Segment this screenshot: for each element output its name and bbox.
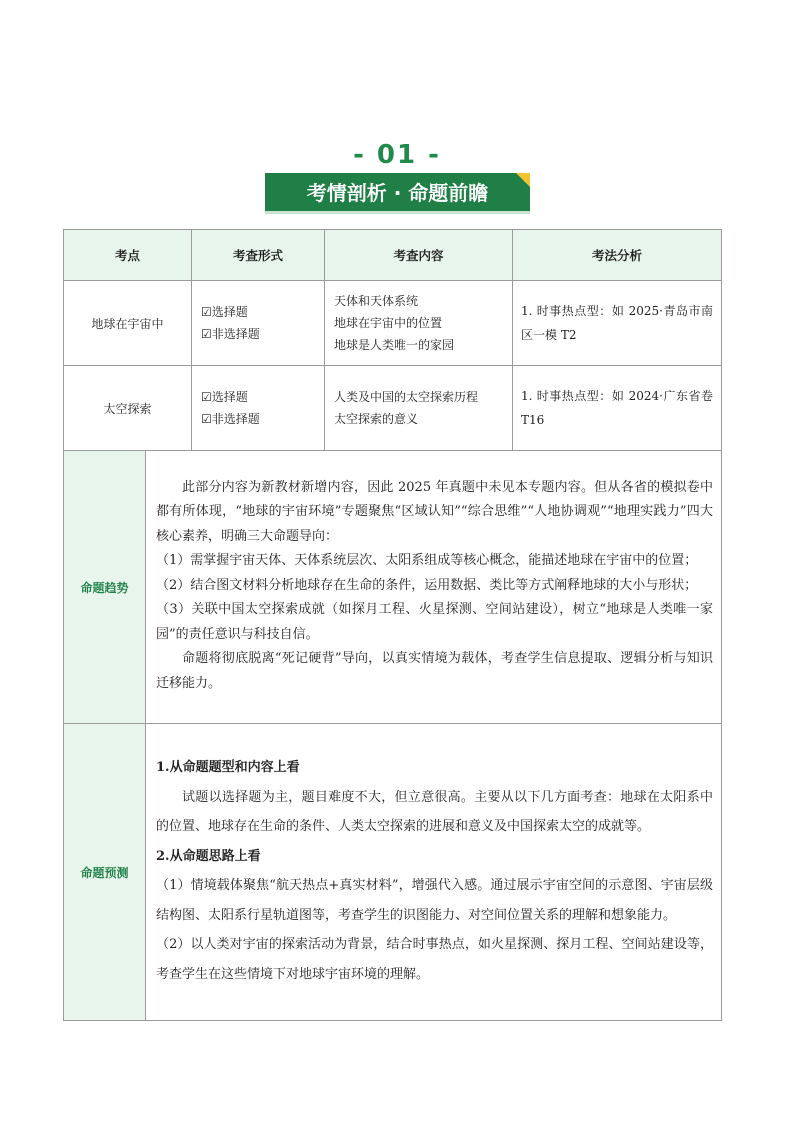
trend-paragraph: （1）需掌握宇宙天体、天体系统层次、太阳系组成等核心概念，能描述地球在宇宙中的位置； xyxy=(156,553,698,569)
table-row xyxy=(64,366,722,451)
header-form: 考查形式 xyxy=(192,230,325,281)
prediction-paragraph: （1）情境载体聚焦“航天热点+真实材料”，增强代入感。通过展示宇宙空间的示意图、宇宙层级结构图、太阳系行星轨道图等，考查学生的识图能力、对空间位置关系的理解和想象能力。 xyxy=(156,878,714,923)
trend-label: 命题趋势 xyxy=(64,451,146,724)
trend-body xyxy=(146,451,722,724)
content-item: 地球在宇宙中的位置 xyxy=(334,316,443,330)
banner-corner-decoration xyxy=(516,173,530,187)
form-item: ☑选择题 xyxy=(201,390,248,404)
analysis-cell: 1. 时事热点型：如 2025·青岛市南区一模 T2 xyxy=(513,281,722,366)
form-item: ☑非选择题 xyxy=(201,327,260,341)
header-content: 考查内容 xyxy=(325,230,513,281)
content-cell xyxy=(325,281,513,366)
form-cell xyxy=(192,281,325,366)
trend-row xyxy=(64,451,722,724)
topic-cell: 太空探索 xyxy=(64,366,192,451)
content-item: 天体和天体系统 xyxy=(334,294,419,308)
analysis-cell: 1. 时事热点型：如 2024·广东省卷 T16 xyxy=(513,366,722,451)
prediction-row xyxy=(64,724,722,1021)
header-analysis: 考法分析 xyxy=(513,230,722,281)
prediction-paragraph: （2）以人类对宇宙的探索活动为背景，结合时事热点，如火星探测、探月工程、空间站建设等，考查学生在这些情境下对地球宇宙环境的理解。 xyxy=(156,937,714,982)
trend-paragraph: （2）结合图文材料分析地球存在生命的条件，运用数据、类比等方式阐释地球的大小与形状； xyxy=(156,577,698,593)
prediction-label: 命题预测 xyxy=(64,724,146,1021)
content-item: 地球是人类唯一的家园 xyxy=(334,338,455,352)
table-header-row xyxy=(64,230,722,281)
prediction-paragraph: 试题以选择题为主，题目难度不大，但立意很高。主要从以下几方面考查：地球在太阳系中的位置、地球存在生命的条件、人类太空探索的进展和意义及中国探索太空的成就等。 xyxy=(156,789,714,834)
content-item: 太空探索的意义 xyxy=(334,412,419,426)
header-topic: 考点 xyxy=(64,230,192,281)
prediction-body xyxy=(146,724,722,1021)
content-cell xyxy=(325,366,513,451)
topic-cell: 地球在宇宙中 xyxy=(64,281,192,366)
trend-paragraph: （3）关联中国太空探索成就（如探月工程、火星探测、空间站建设），树立“地球是人类唯一家园”的责任意识与科技自信。 xyxy=(156,602,714,642)
form-item: ☑非选择题 xyxy=(201,412,260,426)
content-item: 人类及中国的太空探索历程 xyxy=(334,390,479,404)
form-item: ☑选择题 xyxy=(201,305,248,319)
section-number: - 01 - xyxy=(353,140,441,170)
table-row xyxy=(64,281,722,366)
prediction-heading: 2.从命题思路上看 xyxy=(156,848,261,864)
trend-paragraph: 此部分内容为新教材新增内容，因此 2025 年真题中未见本专题内容。但从各省的模拟卷中都有所体现，“地球的宇宙环境”专题聚焦“区域认知”“综合思维”“人地协调观”“地理实践力”四大核心素养，明确三大命题导向： xyxy=(156,479,714,544)
form-cell xyxy=(192,366,325,451)
trend-paragraph: 命题将彻底脱离“死记硬背”导向，以真实情境为载体，考查学生信息提取、逻辑分析与知识迁移能力。 xyxy=(156,651,714,691)
prediction-heading: 1.从命题题型和内容上看 xyxy=(156,760,300,775)
exam-analysis-table xyxy=(63,229,722,1021)
section-title-banner: 考情剖析 · 命题前瞻 xyxy=(265,173,530,214)
